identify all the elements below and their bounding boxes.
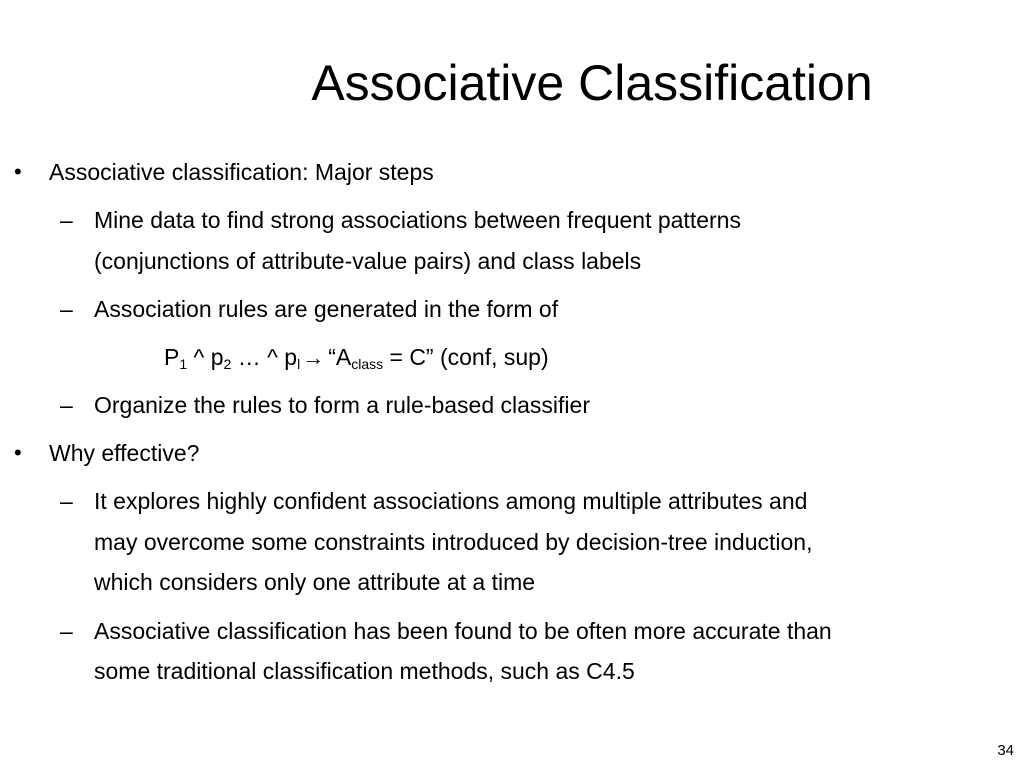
formula-p1: P [164,344,180,370]
subitem-accuracy-line1: Associative classification has been found to be often more accurate than [94,618,832,644]
formula-caret: ^ p [187,344,224,370]
rule-formula [164,342,549,373]
page-number: 34 [997,742,1014,759]
dash-marker: – [60,618,73,644]
bullet-text-major-steps: Associative classification: Major steps [49,159,434,185]
subitem-explores-line3: which considers only one attribute at a time [94,569,536,595]
formula-tail: = C” (conf, sup) [383,344,549,370]
formula-pl-sub: l [297,356,301,372]
dash-marker: – [60,392,73,418]
dash-marker: – [60,207,73,233]
formula-class-sub: class [351,356,384,372]
dash-marker: – [60,488,73,514]
dash-marker: – [60,296,73,322]
subitem-association-rules: Association rules are generated in the form of [94,296,559,322]
bullet-text-why-effective: Why effective? [49,440,200,466]
formula-p2-sub: 2 [223,356,232,372]
slide-title: Associative Classification [311,55,873,111]
bullet-marker: • [14,440,22,465]
subitem-explores-line2: may overcome some constraints introduced by decision-tree induction, [94,529,813,555]
subitem-mine-data-line1: Mine data to find strong associations between frequent patterns [94,207,741,233]
right-arrow-icon: → [302,345,325,370]
subitem-mine-data-line2: (conjunctions of attribute-value pairs) and class labels [94,248,642,274]
subitem-organize-rules: Organize the rules to form a rule-based classifier [94,392,590,418]
formula-p1-sub: 1 [179,356,188,372]
formula-middle: … ^ p [231,344,298,370]
bullet-marker: • [14,159,22,184]
subitem-accuracy-line2: some traditional classification methods, such as C4.5 [94,658,635,684]
subitem-explores-line1: It explores highly confident associations among multiple attributes and [94,488,808,514]
formula-a-class: “A [328,344,352,370]
